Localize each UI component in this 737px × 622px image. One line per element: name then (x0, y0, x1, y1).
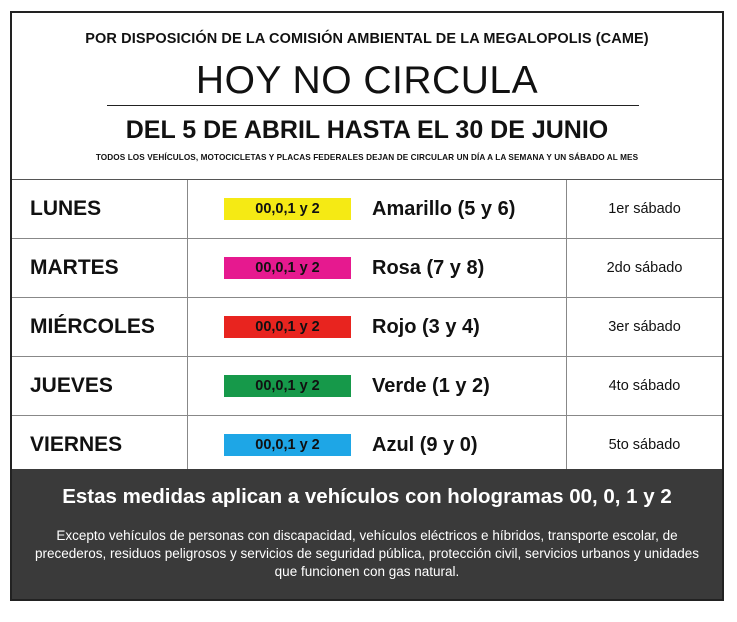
footer-banner (12, 469, 722, 599)
hologram-cell (188, 239, 567, 297)
hologram-cell (188, 416, 567, 474)
authority-line: POR DISPOSICIÓN DE LA COMISIÓN AMBIENTAL DE LA MEGALOPOLIS (CAME) (85, 31, 649, 47)
hologram-cell (188, 180, 567, 238)
schedule-row-lunes (12, 180, 722, 239)
title-divider (107, 105, 639, 106)
schedule-table (12, 179, 722, 474)
date-range: DEL 5 DE ABRIL HASTA EL 30 DE JUNIO (125, 116, 609, 144)
saturday-cell (567, 298, 722, 356)
day-label: LUNES (30, 197, 102, 220)
saturday-label: 4to sábado (608, 378, 681, 394)
hologram-sticker: 00,0,1 y 2 (224, 257, 351, 279)
schedule-row-jueves (12, 357, 722, 416)
color-plate-label: Verde (1 y 2) (372, 375, 490, 397)
hologram-sticker: 00,0,1 y 2 (224, 316, 351, 338)
notice-header (12, 13, 722, 179)
notice-frame (10, 11, 724, 601)
day-label: MIÉRCOLES (30, 315, 155, 338)
saturday-cell (567, 357, 722, 415)
exceptions-note: Excepto vehículos de personas con discapacidad, vehículos eléctricos e híbridos, transporte escolar, de precederos, residuos peligrosos y servicios de seguridad pública, protección civil, servicios urbanos y unidades que funcionen con gas natural. (34, 528, 700, 579)
hologram-cell (188, 298, 567, 356)
day-cell (12, 239, 188, 297)
color-plate-label: Rosa (7 y 8) (372, 257, 485, 279)
saturday-label: 2do sábado (606, 260, 683, 276)
footer-title: Estas medidas aplican a vehículos con hologramas 00, 0, 1 y 2 (62, 485, 672, 508)
saturday-cell (567, 180, 722, 238)
saturday-cell (567, 416, 722, 474)
hologram-cell (188, 357, 567, 415)
schedule-row-miercoles (12, 298, 722, 357)
color-plate-label: Rojo (3 y 4) (372, 316, 480, 338)
day-cell (12, 180, 188, 238)
hologram-sticker: 00,0,1 y 2 (224, 375, 351, 397)
saturday-label: 3er sábado (608, 319, 681, 335)
scope-note: TODOS LOS VEHÍCULOS, MOTOCICLETAS Y PLACAS FEDERALES DEJAN DE CIRCULAR UN DÍA A LA SEMANA Y UN SÁBADO AL MES (95, 153, 639, 162)
day-label: JUEVES (30, 374, 113, 397)
hologram-sticker: 00,0,1 y 2 (224, 434, 351, 456)
saturday-cell (567, 239, 722, 297)
color-plate-label: Azul (9 y 0) (372, 434, 478, 456)
hologram-sticker: 00,0,1 y 2 (224, 198, 351, 220)
schedule-row-martes (12, 239, 722, 298)
color-plate-label: Amarillo (5 y 6) (372, 198, 516, 220)
schedule-row-viernes (12, 416, 722, 474)
day-label: VIERNES (30, 433, 123, 456)
day-label: MARTES (30, 256, 119, 279)
day-cell (12, 298, 188, 356)
page-title: HOY NO CIRCULA (195, 59, 539, 102)
saturday-label: 1er sábado (608, 201, 681, 217)
saturday-label: 5to sábado (608, 437, 681, 453)
day-cell (12, 416, 188, 474)
day-cell (12, 357, 188, 415)
